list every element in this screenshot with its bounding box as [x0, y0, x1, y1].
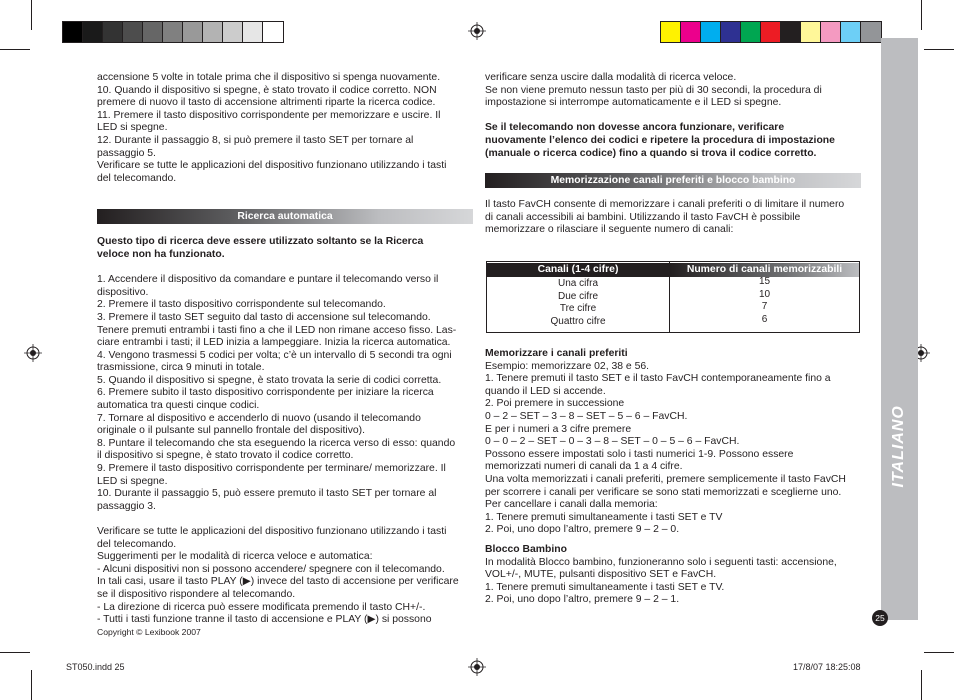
warning-text-bold [485, 122, 861, 160]
color-swatch [661, 22, 681, 42]
color-swatch [143, 22, 163, 42]
left-intro-text [97, 72, 473, 185]
color-swatch [681, 22, 701, 42]
text-line: 1. Tenere premuti simultaneamente i tasti SET e TV [485, 511, 723, 523]
text-line: - La direzione di ricerca può essere modificata premendo il tasto CH+/-. [97, 601, 426, 613]
text-line: 10. Quando il dispositivo si spegne, è stato trovato il codice corretto. NON [97, 84, 437, 96]
closing-text [97, 526, 473, 627]
text-line: 12. Durante il passaggio 8, si può premere il tasto SET per tornare al [97, 134, 414, 146]
color-swatch [761, 22, 781, 42]
text-line: impostazione si interrompe automaticamente e il LED si spegne. [485, 97, 782, 109]
language-side-tab [881, 38, 918, 620]
registration-mark-icon [468, 22, 486, 40]
color-swatch [163, 22, 183, 42]
color-swatch [821, 22, 841, 42]
table-cell-count: 10 [758, 288, 771, 300]
text-line: del telecomando. [97, 172, 177, 184]
text-line: 2. Poi premere in successione [485, 398, 625, 410]
table-cell-count: 6 [761, 313, 768, 325]
text-line: veloce non ha funzionato. [97, 248, 225, 260]
auto-search-steps [97, 274, 473, 513]
registration-mark-icon [468, 658, 486, 676]
step-line: 1. Accendere il dispositivo da comandare e puntare il telecomando verso il [97, 274, 439, 286]
crop-mark [0, 49, 30, 50]
color-swatch [861, 22, 881, 42]
text-line: Verificare se tutte le applicazioni del dispositivo funzionano utilizzando i tasti [97, 526, 447, 537]
text-line: Il tasto FavCH consente di memorizzare i canali preferiti o di limitare il numero [485, 199, 845, 211]
language-tab-label [881, 400, 918, 492]
step-line: 9. Premere il tasto dispositivo corrispondente per terminare/ memorizzare. Il [97, 463, 446, 475]
text-line: Se il telecomando non dovesse ancora funzionare, verificare [485, 122, 785, 134]
color-swatch [263, 22, 283, 42]
color-swatch [781, 22, 801, 42]
channels-table [486, 261, 860, 333]
color-swatch [741, 22, 761, 42]
text-line: di canali accessibili ai bambini. Utilizzando il tasto FavCH è possibile [485, 211, 801, 223]
text-line: memorizzati numeri di canali da 1 a 4 cifre. [485, 461, 683, 473]
table-column-digits [487, 262, 670, 332]
text-line: Una volta memorizzati i canali preferiti, premere semplicemente il tasto FavCH [485, 473, 846, 485]
left-column [97, 72, 473, 638]
text-line: premere di nuovo il tasto di accensione altrimenti riparte la ricerca codice. [97, 97, 436, 109]
text-line: - Alcuni dispositivi non si possono accendere/ spegnere con il telecomando. [97, 563, 445, 575]
grayscale-color-bar [62, 21, 284, 43]
crop-mark [924, 49, 954, 50]
color-swatch [83, 22, 103, 42]
color-swatch [123, 22, 143, 42]
section-title-ricerca-automatica: Ricerca automatica [97, 209, 473, 224]
text-line: VOL+/-, MUTE, pulsanti dispositivo SET e FavCH. [485, 569, 717, 581]
text-line: 11. Premere il tasto dispositivo corrispondente per memorizzare e uscire. Il [97, 109, 441, 121]
step-line: 10. Durante il passaggio 5, può essere premuto il tasto SET per tornare al [97, 488, 437, 500]
text-line: Verificare se tutte le applicazioni del dispositivo funzionano utilizzando i tasti [97, 160, 447, 172]
step-line: Tenere premuti entrambi i tasti fino a che il LED non rimane acceso fisso. Las- [97, 324, 457, 336]
color-swatch [183, 22, 203, 42]
memorize-title: Memorizzare i canali preferiti [485, 348, 628, 359]
text-line: Suggerimenti per le modalità di ricerca veloce e automatica: [97, 551, 373, 563]
text-line: passaggio 5. [97, 147, 156, 159]
footer-timestamp: 17/8/07 18:25:08 [793, 662, 861, 672]
table-cell-count: 7 [761, 301, 768, 313]
right-column [485, 72, 861, 237]
page-number-badge: 25 [872, 610, 888, 626]
step-line: 3. Premere il tasto SET seguito dal tasto di accensione sul telecomando. [97, 311, 431, 323]
table-cell-count: 15 [758, 276, 771, 287]
color-swatch [203, 22, 223, 42]
step-line: il dispositivo si spegne, è stato trovato il codice corretto. [97, 450, 354, 462]
process-color-bar [660, 21, 882, 43]
right-intro-text [485, 72, 861, 110]
color-swatch [801, 22, 821, 42]
crop-mark [924, 652, 954, 653]
step-line: dispositivo. [97, 286, 149, 298]
text-line: 1. Tenere premuti simultaneamente i tasti SET e TV. [485, 581, 725, 593]
crop-mark [31, 0, 32, 30]
crop-mark [921, 670, 922, 700]
color-swatch [223, 22, 243, 42]
step-line: ciare entrambi i tasti; il LED inizia a lampeggiare. Inizia la ricerca automatica. [97, 337, 451, 349]
child-lock-title: Blocco Bambino [485, 543, 567, 555]
text-line: memorizzare o rilasciare il seguente numero di canali: [485, 224, 734, 236]
text-line: 0 – 0 – 2 – SET – 0 – 3 – 8 – SET – 0 – 5 – 6 – FavCH. [485, 436, 740, 448]
memorize-instructions [485, 361, 861, 537]
color-swatch [841, 22, 861, 42]
text-line: nuovamente l’elenco dei codici e ripetere la procedura di impostazione [485, 134, 835, 146]
table-cells-count [670, 276, 859, 326]
child-lock-instructions [485, 557, 861, 607]
step-line: originale o il pulsante sul pannello frontale del dispositivo). [97, 425, 366, 437]
table-cells-digits [487, 277, 669, 328]
copyright-text: Copyright © Lexibook 2007 [97, 626, 201, 637]
step-line: 5. Quando il dispositivo si spegne, è stato trovata la serie di codici corretta. [97, 374, 442, 386]
crop-mark [0, 652, 30, 653]
text-line: Per cancellare i canali dalla memoria: [485, 499, 658, 511]
right-column-lower [485, 348, 861, 607]
text-line: verificare senza uscire dalla modalità di ricerca veloce. [485, 72, 737, 83]
text-line: Esempio: memorizzare 02, 38 e 56. [485, 360, 650, 372]
color-swatch [103, 22, 123, 42]
table-cell-digits: Una cifra [557, 278, 598, 289]
step-line: automatica tra questi cinque codici. [97, 400, 260, 412]
step-line: 4. Vengono trasmessi 5 codici per volta; c’è un intervallo di 5 secondi tra ogni [97, 349, 452, 361]
text-line: per scorrere i canali per verificare se sono stati memorizzati e sceglierne uno. [485, 486, 842, 498]
step-line: 6. Premere subito il tasto dispositivo corrispondente per iniziare la ricerca [97, 387, 434, 399]
step-line: LED si spegne. [97, 475, 168, 487]
text-line: LED si spegne. [97, 122, 168, 134]
warning-text [97, 236, 473, 261]
text-line: Possono essere impostati solo i tasti numerici 1-9. Possono essere [485, 448, 794, 460]
step-line: 2. Premere il tasto dispositivo corrispondente sul telecomando. [97, 299, 386, 311]
table-cell-digits: Tre cifre [559, 303, 597, 315]
text-line: Questo tipo di ricerca deve essere utilizzato soltanto se la Ricerca [97, 236, 424, 248]
text-line: 0 – 2 – SET – 3 – 8 – SET – 5 – 6 – FavCH. [485, 410, 688, 422]
text-line: Se non viene premuto nessun tasto per più di 30 secondi, la procedura di [485, 84, 822, 96]
table-header-count: Numero di canali memorizzabili [670, 263, 859, 277]
text-line: 1. Tenere premuti il tasto SET e il tasto FavCH contemporaneamente fino a [485, 373, 831, 385]
registration-mark-icon [24, 344, 42, 362]
favch-description [485, 199, 861, 237]
table-header-digits: Canali (1-4 cifre) [487, 263, 669, 277]
table-column-count [670, 262, 859, 332]
color-swatch [721, 22, 741, 42]
step-line: 8. Puntare il telecomando che sta eseguendo la ricerca verso di esso: quando [97, 437, 456, 449]
color-swatch [243, 22, 263, 42]
color-swatch [63, 22, 83, 42]
table-cell-digits: Due cifre [557, 290, 598, 302]
step-line: trasmissione, circa 9 minuti in totale. [97, 362, 265, 374]
text-line: (manuale o ricerca codice) fino a quando si trova il codice corretto. [485, 147, 817, 159]
color-swatch [701, 22, 721, 42]
text-line: accensione 5 volte in totale prima che il dispositivo si spenga nuovamente. [97, 72, 441, 83]
text-line: - Tutti i tasti funzione tranne il tasto di accensione e PLAY (▶) si possono [97, 614, 432, 626]
step-line: passaggio 3. [97, 500, 156, 512]
footer-file-name: ST050.indd 25 [66, 662, 125, 672]
text-line: In tali casi, usare il tasto PLAY (▶) invece del tasto di accensione per verificare [97, 576, 459, 588]
text-line: 2. Poi, uno dopo l’altro, premere 9 – 2 – 1. [485, 594, 680, 606]
text-line: In modalità Blocco bambino, funzioneranno solo i seguenti tasti: accensione, [485, 556, 837, 568]
text-line: se il dispositivo rispondere al telecomando. [97, 588, 296, 600]
section-title-memorizzazione: Memorizzazione canali preferiti e blocco bambino [485, 173, 861, 188]
crop-mark [921, 0, 922, 30]
text-line: quando il LED si accende. [485, 385, 606, 397]
text-line: 2. Poi, uno dopo l’altro, premere 9 – 2 – 0. [485, 524, 680, 536]
text-line: del telecomando. [97, 538, 177, 550]
table-cell-digits: Quattro cifre [550, 315, 606, 327]
step-line: 7. Tornare al dispositivo e accenderlo di nuovo (usando il telecomando [97, 412, 421, 424]
text-line: E per i numeri a 3 cifre premere [485, 423, 632, 435]
crop-mark [31, 670, 32, 700]
language-label: ITALIANO [890, 404, 908, 488]
